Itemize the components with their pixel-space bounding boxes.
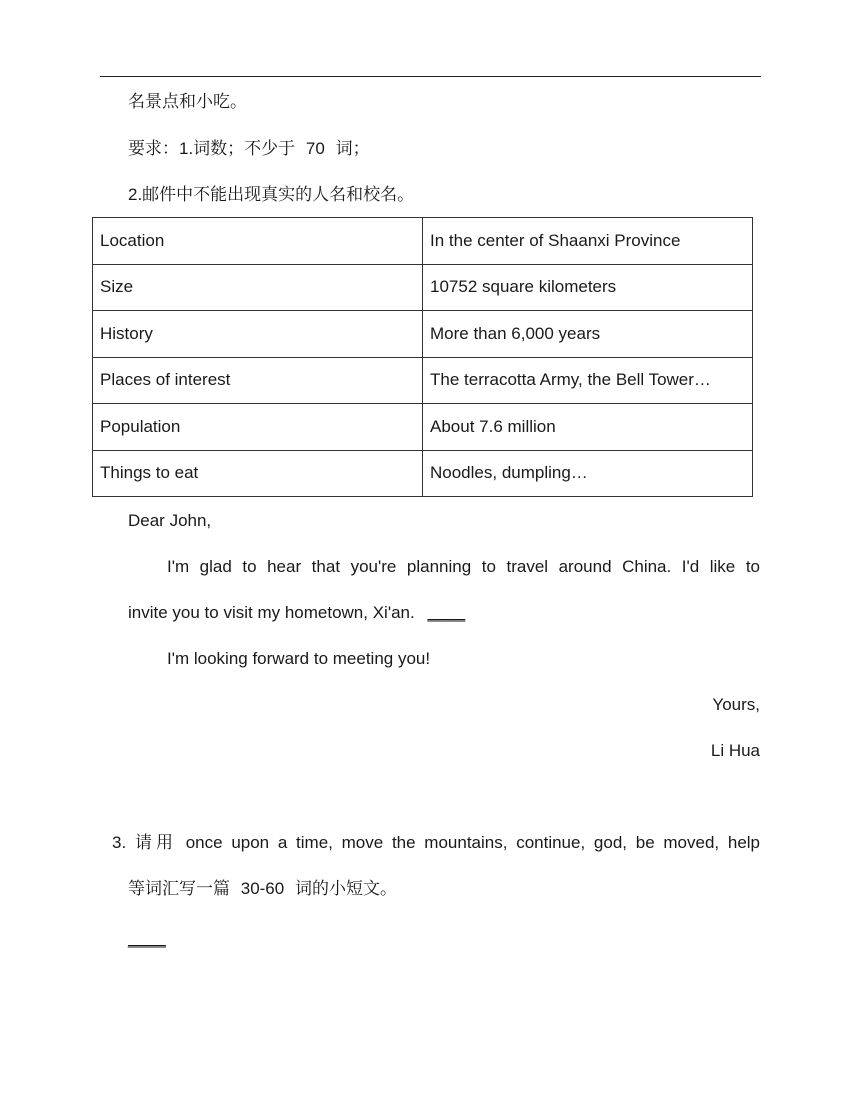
letter-greeting — [128, 510, 211, 532]
row-value: The terracotta Army, the Bell Tower… — [423, 357, 753, 404]
intro-text: 名景点和小吃。 — [128, 92, 247, 111]
question-line2-suffix: 词的小短文。 — [294, 879, 397, 898]
row-value: 10752 square kilometers — [423, 264, 753, 311]
letter-signature: Li Hua — [710, 741, 760, 760]
row-label: Location — [93, 218, 423, 265]
requirement-prefix: 要求：1.词数；不少于 — [128, 139, 296, 158]
row-label: History — [93, 311, 423, 358]
row-label: Things to eat — [93, 450, 423, 497]
closing-text: I'm looking forward to meeting you! — [167, 649, 431, 668]
word-count: 70 — [305, 139, 325, 158]
intro-line — [128, 91, 247, 113]
table-row — [93, 357, 753, 404]
question-3-line-2 — [128, 878, 397, 900]
letter-body-line-1: I'm glad to hear that you're planning to travel around China. I'd like to — [167, 557, 760, 576]
question-words: once upon a time, move the mountains, continue, god, be moved, help — [185, 833, 761, 852]
requirement-line-2 — [128, 184, 414, 206]
row-value: In the center of Shaanxi Province — [423, 218, 753, 265]
row-value: More than 6,000 years — [423, 311, 753, 358]
row-label: Places of interest — [93, 357, 423, 404]
question-line2-prefix: 等词汇写一篇 — [128, 879, 230, 898]
answer-blank[interactable]: ____ — [128, 929, 166, 948]
table-row — [93, 311, 753, 358]
writing-blank[interactable]: ____ — [427, 603, 466, 622]
requirement-line-1 — [128, 138, 370, 160]
table-row — [93, 218, 753, 265]
row-label: Population — [93, 404, 423, 451]
question-number: 3. — [112, 833, 127, 852]
header-rule — [100, 76, 761, 77]
greeting-text: Dear John, — [128, 511, 212, 530]
table-row — [93, 404, 753, 451]
xian-info-table — [92, 217, 753, 497]
letter-signoff: Yours, — [712, 695, 760, 714]
requirement-text: 2.邮件中不能出现真实的人名和校名。 — [128, 185, 415, 204]
row-value: About 7.6 million — [423, 404, 753, 451]
row-value: Noodles, dumpling… — [423, 450, 753, 497]
body-text: invite you to visit my hometown, Xi'an. — [128, 603, 415, 622]
question-prefix: 请用 — [134, 833, 177, 852]
table-row — [93, 450, 753, 497]
word-range: 30-60 — [240, 879, 285, 898]
table-row — [93, 264, 753, 311]
requirement-suffix: 词； — [335, 139, 370, 158]
letter-body-line-2 — [128, 602, 465, 624]
row-label: Size — [93, 264, 423, 311]
question-3-line-1 — [112, 832, 760, 854]
letter-closing — [167, 648, 430, 670]
